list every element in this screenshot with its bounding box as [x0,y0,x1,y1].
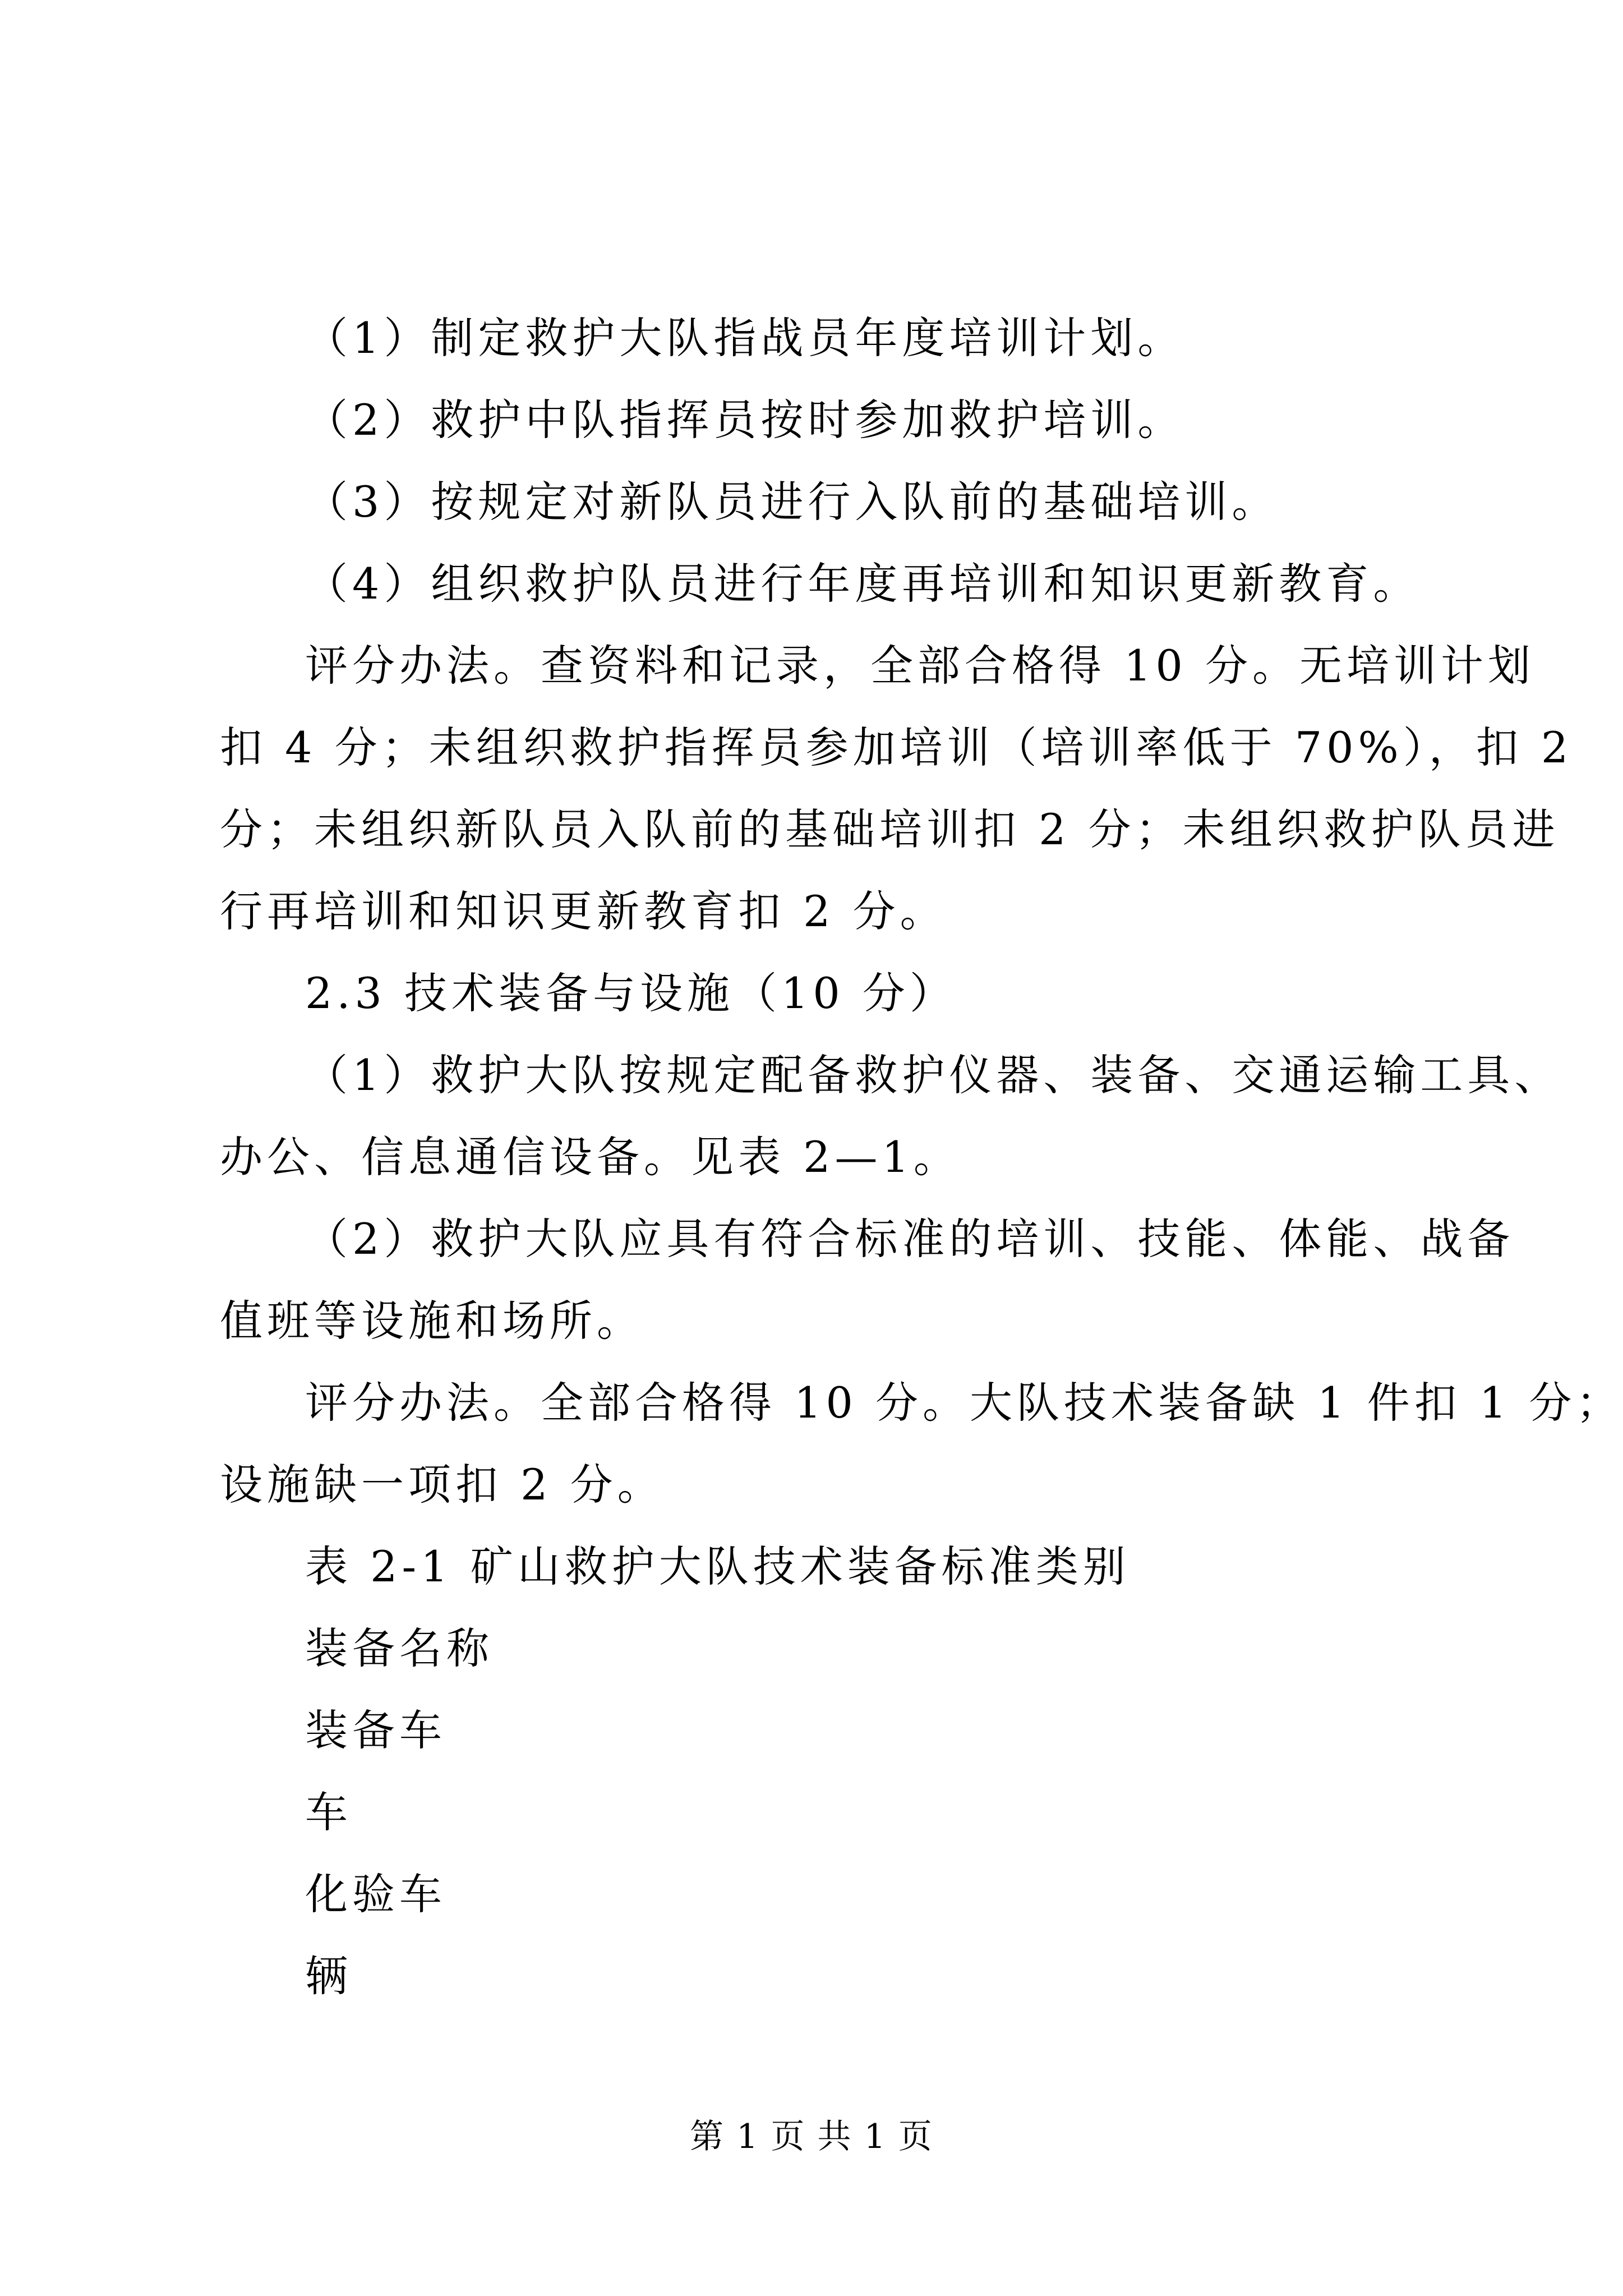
text-line-5: 评分办法。查资料和记录，全部合格得 10 分。无培训计划 [305,641,1536,691]
text-line-11: 办公、信息通信设备。见表 2—1。 [220,1132,961,1182]
table-caption: 表 2-1 矿山救护大队技术装备标准类别 [305,1542,1130,1591]
text-line-3: （3）按规定对新队员进行入队前的基础培训。 [305,477,1279,527]
text-line-6: 扣 4 分；未组织救护指挥员参加培训（培训率低于 70%），扣 2 [220,723,1573,772]
text-line-2: （2）救护中队指挥员按时参加救护培训。 [305,395,1185,445]
table-item-vehicle: 车 [305,1787,352,1837]
table-item-lab-vehicle: 化验车 [305,1869,446,1919]
text-line-13: 值班等设施和场所。 [220,1296,644,1346]
text-line-4: （4）组织救护队员进行年度再培训和知识更新教育。 [305,559,1421,609]
text-line-1: （1）制定救护大队指战员年度培训计划。 [305,313,1185,363]
text-line-15: 设施缺一项扣 2 分。 [220,1460,665,1510]
text-line-8: 行再培训和知识更新教育扣 2 分。 [220,886,947,936]
table-header-equipment-name: 装备名称 [305,1623,494,1673]
page-footer: 第 1 页 共 1 页 [690,2117,933,2156]
text-line-7: 分；未组织新队员入队前的基础培训扣 2 分；未组织救护队员进 [220,804,1560,854]
text-line-10: （1）救护大队按规定配备救护仪器、装备、交通运输工具、 [305,1050,1562,1100]
table-item-unit: 辆 [305,1951,352,2001]
section-heading: 2.3 技术装备与设施（10 分） [305,968,957,1018]
text-line-12: （2）救护大队应具有符合标准的培训、技能、体能、战备 [305,1214,1515,1264]
table-item-equipment-vehicle: 装备车 [305,1705,446,1755]
text-line-14: 评分办法。全部合格得 10 分。大队技术装备缺 1 件扣 1 分； [305,1378,1623,1428]
